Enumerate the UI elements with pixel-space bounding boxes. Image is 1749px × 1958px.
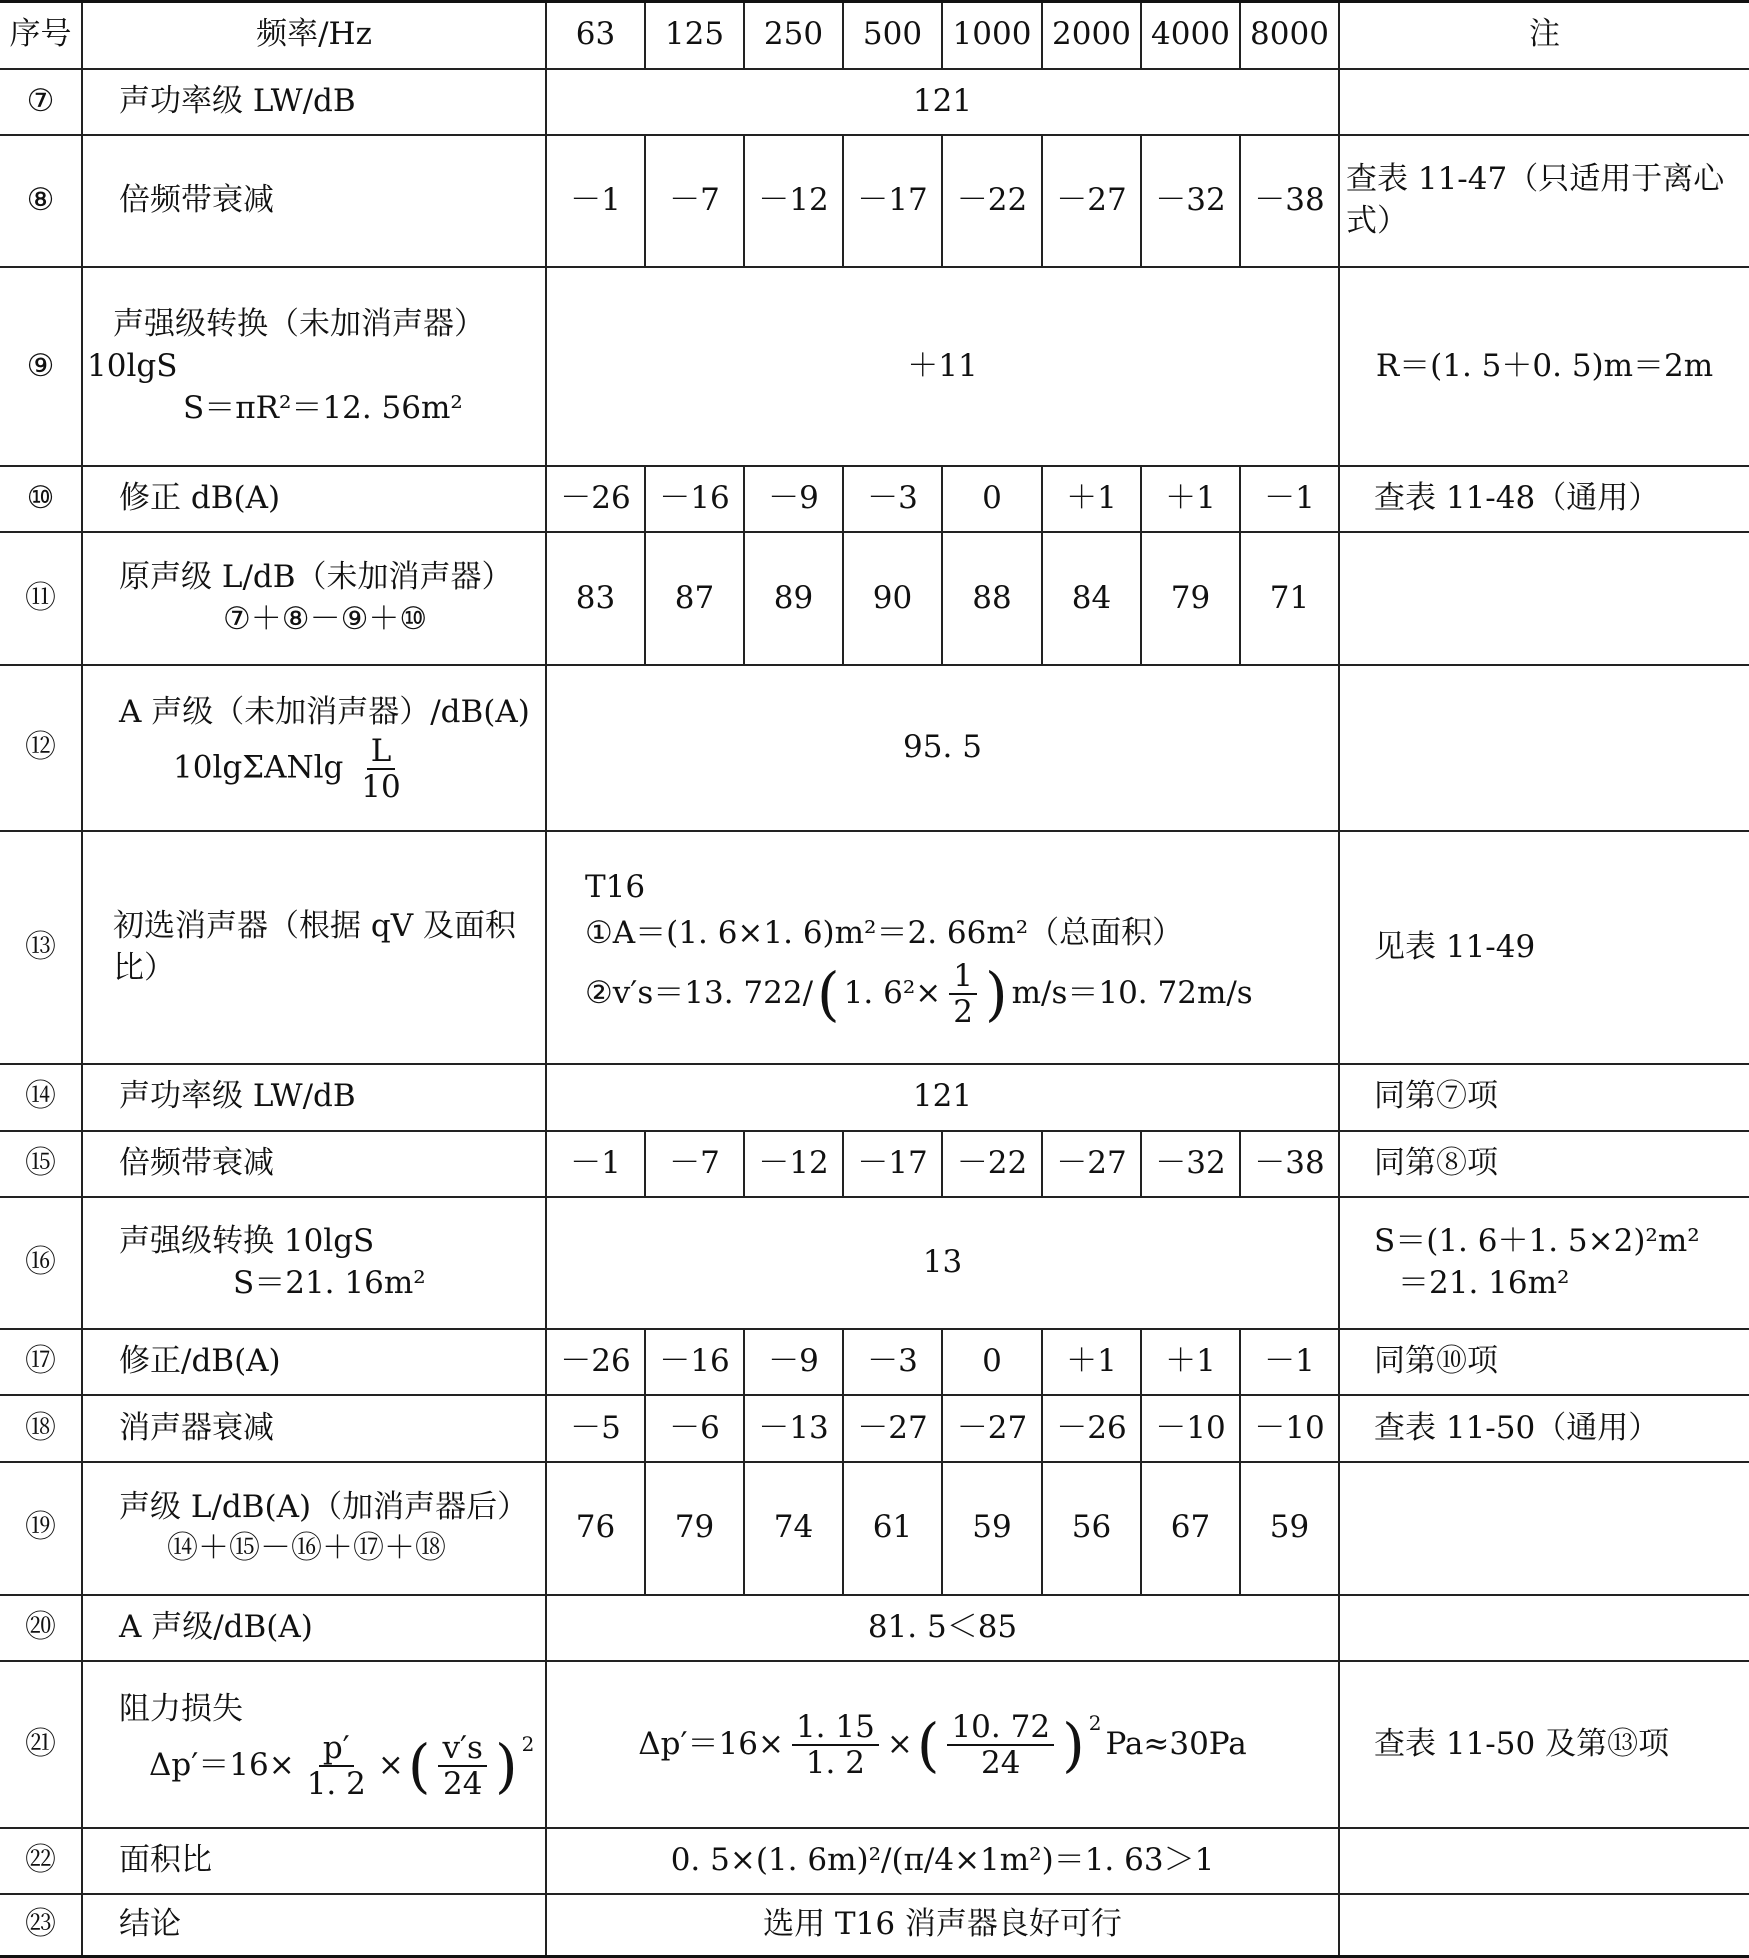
band-value: －32 xyxy=(1141,135,1240,267)
row-value-block xyxy=(546,831,1339,1064)
band-value: －27 xyxy=(1042,135,1141,267)
row-item-text: 倍频带衰减 xyxy=(119,182,274,219)
row-note: 查表 11-50（通用） xyxy=(1339,1395,1749,1461)
row-note xyxy=(1339,69,1749,135)
row-number: ⑪ xyxy=(0,532,82,664)
row-item-text: 声功率级 LW/dB xyxy=(119,82,356,119)
row-value: 95. 5 xyxy=(546,665,1339,832)
row-item-line: 原声级 L/dB（未加消声器） xyxy=(119,558,513,595)
value-line: T16 xyxy=(585,868,646,905)
row-note xyxy=(1339,1197,1749,1329)
row-item-formula xyxy=(93,1731,539,1801)
row-item-line: 10lgS xyxy=(87,347,178,384)
band-value: －38 xyxy=(1240,1131,1339,1197)
band-value: ＋1 xyxy=(1141,466,1240,532)
row-item-text: 结论 xyxy=(119,1906,181,1943)
table-row xyxy=(0,1828,1749,1894)
table-row xyxy=(0,1462,1749,1595)
band-value: －7 xyxy=(645,1131,744,1197)
paren-right: ) xyxy=(984,959,1008,1028)
band-value: 76 xyxy=(546,1462,645,1595)
paren-left: ( xyxy=(407,1731,431,1800)
band-value: 79 xyxy=(645,1462,744,1595)
row-number: ㉒ xyxy=(0,1828,82,1894)
row-number: ⑦ xyxy=(0,69,82,135)
band-value: －12 xyxy=(744,135,843,267)
formula xyxy=(638,1710,1247,1780)
band-value: 59 xyxy=(1240,1462,1339,1595)
table-row xyxy=(0,532,1749,664)
row-item xyxy=(82,532,546,664)
band-value: －5 xyxy=(546,1395,645,1461)
row-note: 同第⑩项 xyxy=(1339,1329,1749,1395)
band-value: ＋1 xyxy=(1042,466,1141,532)
table-row xyxy=(0,1595,1749,1661)
formula-text: 10lgΣANlg xyxy=(173,749,344,786)
row-number: ⑮ xyxy=(0,1131,82,1197)
fraction-numerator: 10. 72 xyxy=(947,1710,1054,1746)
band-value: －27 xyxy=(942,1395,1042,1461)
row-value: 选用 T16 消声器良好可行 xyxy=(546,1894,1339,1956)
header-band: 1000 xyxy=(942,2,1042,69)
row-item-line: 声强级转换（未加消声器） xyxy=(113,306,485,343)
row-item-line: S＝πR²＝12. 56m² xyxy=(183,389,463,426)
formula-part: Δp′＝16× xyxy=(638,1725,784,1762)
table-row xyxy=(0,1395,1749,1461)
header-frequency: 频率/Hz xyxy=(82,2,546,69)
row-note: 查表 11-48（通用） xyxy=(1339,466,1749,532)
formula-part: Pa≈30Pa xyxy=(1105,1725,1247,1762)
band-value: －9 xyxy=(744,466,843,532)
row-item xyxy=(82,267,546,466)
band-value: 83 xyxy=(546,532,645,664)
table-row xyxy=(0,1131,1749,1197)
band-value: －10 xyxy=(1141,1395,1240,1461)
row-item xyxy=(82,135,546,267)
row-note: 查表 11-50 及第⑬项 xyxy=(1339,1661,1749,1828)
row-item-text: 修正 dB(A) xyxy=(119,480,281,517)
row-item-text: 倍频带衰减 xyxy=(119,1144,274,1181)
header-band: 500 xyxy=(843,2,942,69)
table-row xyxy=(0,69,1749,135)
row-note: 同第⑧项 xyxy=(1339,1131,1749,1197)
row-item-text: A 声级/dB(A) xyxy=(119,1609,313,1646)
header-note: 注 xyxy=(1339,2,1749,69)
row-number: ⑯ xyxy=(0,1197,82,1329)
table-row xyxy=(0,665,1749,832)
band-value: 61 xyxy=(843,1462,942,1595)
row-number: ⑭ xyxy=(0,1064,82,1130)
band-value: 67 xyxy=(1141,1462,1240,1595)
band-value: －26 xyxy=(546,1329,645,1395)
row-number: ⑫ xyxy=(0,665,82,832)
band-value: －16 xyxy=(645,1329,744,1395)
header-row xyxy=(0,2,1749,69)
table-row xyxy=(0,1661,1749,1828)
row-note xyxy=(1339,665,1749,832)
row-item xyxy=(82,1462,546,1595)
fraction-numerator: L xyxy=(367,734,396,770)
band-value: 56 xyxy=(1042,1462,1141,1595)
row-item-line: 声强级转换 10lgS xyxy=(119,1223,375,1260)
formula-part: 1. 6²× xyxy=(843,974,942,1011)
fraction-denominator: 24 xyxy=(442,1765,483,1802)
band-value: －1 xyxy=(546,135,645,267)
fraction-denominator: 10 xyxy=(361,769,401,806)
table-row xyxy=(0,1064,1749,1130)
header-band: 2000 xyxy=(1042,2,1141,69)
row-item-line: ⑦＋⑧－⑨＋⑩ xyxy=(223,600,428,637)
table-row xyxy=(0,831,1749,1064)
band-value: －1 xyxy=(1240,1329,1339,1395)
band-value: 71 xyxy=(1240,532,1339,664)
band-value: －17 xyxy=(843,135,942,267)
row-note: 同第⑦项 xyxy=(1339,1064,1749,1130)
band-value: －1 xyxy=(546,1131,645,1197)
row-number: ⑱ xyxy=(0,1395,82,1461)
header-band: 250 xyxy=(744,2,843,69)
exponent: 2 xyxy=(521,1731,535,1756)
band-value: －6 xyxy=(645,1395,744,1461)
row-number: ⑬ xyxy=(0,831,82,1064)
row-note xyxy=(1339,1595,1749,1661)
row-item xyxy=(82,1131,546,1197)
band-value: 74 xyxy=(744,1462,843,1595)
row-item-text: 声功率级 LW/dB xyxy=(119,1078,356,1115)
row-note: 见表 11-49 xyxy=(1339,831,1749,1064)
row-item xyxy=(82,1828,546,1894)
value-line-formula xyxy=(585,959,1332,1029)
band-value: 87 xyxy=(645,532,744,664)
fraction-denominator: 24 xyxy=(981,1744,1021,1781)
fraction-numerator: 1. 15 xyxy=(792,1710,879,1746)
row-item-text: 修正/dB(A) xyxy=(119,1343,281,1380)
table-row xyxy=(0,135,1749,267)
exponent: 2 xyxy=(1088,1710,1102,1735)
fraction xyxy=(357,734,404,804)
fraction-denominator: 2 xyxy=(953,993,973,1030)
row-value: 121 xyxy=(546,1064,1339,1130)
row-value-formula xyxy=(546,1661,1339,1828)
row-note xyxy=(1339,532,1749,664)
header-band: 4000 xyxy=(1141,2,1240,69)
row-item-formula xyxy=(93,734,539,804)
row-item-text: 消声器衰减 xyxy=(119,1409,274,1446)
band-value: 84 xyxy=(1042,532,1141,664)
band-value: －1 xyxy=(1240,466,1339,532)
row-value: 13 xyxy=(546,1197,1339,1329)
fraction-denominator: 1. 2 xyxy=(805,1744,865,1781)
row-number: ㉑ xyxy=(0,1661,82,1828)
fraction xyxy=(949,959,977,1029)
row-value: 0. 5×(1. 6m)²/(π/4×1m²)＝1. 63＞1 xyxy=(546,1828,1339,1894)
table-row xyxy=(0,1197,1749,1329)
band-value: －38 xyxy=(1240,135,1339,267)
row-item xyxy=(82,1197,546,1329)
row-item-line: 阻力损失 xyxy=(119,1690,243,1727)
row-number: ⑩ xyxy=(0,466,82,532)
band-value: －7 xyxy=(645,135,744,267)
band-value: －26 xyxy=(1042,1395,1141,1461)
fraction-numerator: 1 xyxy=(949,959,977,995)
formula-part: m/s＝10. 72m/s xyxy=(1011,974,1253,1011)
band-value: 0 xyxy=(942,1329,1042,1395)
row-number: ⑧ xyxy=(0,135,82,267)
table-row xyxy=(0,466,1749,532)
fraction-numerator: p′ xyxy=(319,1731,354,1767)
band-value: －3 xyxy=(843,466,942,532)
band-value: －27 xyxy=(1042,1131,1141,1197)
row-number: ⑳ xyxy=(0,1595,82,1661)
formula-part: × xyxy=(886,1725,913,1762)
row-item xyxy=(82,1064,546,1130)
band-value: －27 xyxy=(843,1395,942,1461)
fraction xyxy=(947,1710,1054,1780)
row-item-text: 面积比 xyxy=(119,1842,212,1879)
formula xyxy=(585,959,1253,1029)
formula-part: × xyxy=(377,1746,404,1783)
row-item-text: 初选消声器（根据 qV 及面积比） xyxy=(113,908,516,986)
paren-left: ( xyxy=(916,1710,940,1779)
fraction-numerator: v′s xyxy=(438,1731,486,1767)
fraction-denominator: 1. 2 xyxy=(306,1765,366,1802)
value-line: ①A＝(1. 6×1. 6)m²＝2. 66m²（总面积） xyxy=(585,914,1184,951)
row-item xyxy=(82,466,546,532)
band-value: －22 xyxy=(942,135,1042,267)
row-item xyxy=(82,69,546,135)
band-value: 79 xyxy=(1141,532,1240,664)
band-value: －13 xyxy=(744,1395,843,1461)
fraction xyxy=(438,1731,486,1801)
row-note xyxy=(1339,1462,1749,1595)
row-item xyxy=(82,665,546,832)
row-value: 81. 5＜85 xyxy=(546,1595,1339,1661)
paren-left: ( xyxy=(817,959,840,1028)
row-item xyxy=(82,1329,546,1395)
row-item xyxy=(82,1595,546,1661)
band-value: －16 xyxy=(645,466,744,532)
row-item xyxy=(82,1894,546,1956)
row-item-line: ⑭＋⑮－⑯＋⑰＋⑱ xyxy=(167,1530,446,1567)
header-band: 125 xyxy=(645,2,744,69)
row-number: ⑰ xyxy=(0,1329,82,1395)
paren-right: ) xyxy=(1062,1710,1085,1779)
header-index: 序号 xyxy=(0,2,82,69)
band-value: 90 xyxy=(843,532,942,664)
row-note: R＝(1. 5＋0. 5)m＝2m xyxy=(1339,267,1749,466)
formula xyxy=(149,1731,534,1801)
band-value: －10 xyxy=(1240,1395,1339,1461)
note-line: S＝(1. 6＋1. 5×2)²m² xyxy=(1374,1223,1700,1260)
row-note: 查表 11-47（只适用于离心式） xyxy=(1339,135,1749,267)
row-number: ㉓ xyxy=(0,1894,82,1956)
row-note xyxy=(1339,1894,1749,1956)
row-value: ＋11 xyxy=(546,267,1339,466)
table-row xyxy=(0,267,1749,466)
row-note xyxy=(1339,1828,1749,1894)
fraction xyxy=(792,1710,879,1780)
band-value: 59 xyxy=(942,1462,1042,1595)
band-value: －12 xyxy=(744,1131,843,1197)
fraction xyxy=(303,1731,370,1801)
header-band: 63 xyxy=(546,2,645,69)
band-value: －32 xyxy=(1141,1131,1240,1197)
table-row xyxy=(0,1329,1749,1395)
band-value: －17 xyxy=(843,1131,942,1197)
formula-part: Δp′＝16× xyxy=(149,1746,295,1783)
band-value: －9 xyxy=(744,1329,843,1395)
band-value: －3 xyxy=(843,1329,942,1395)
band-value: 0 xyxy=(942,466,1042,532)
row-value: 121 xyxy=(546,69,1339,135)
row-item xyxy=(82,831,546,1064)
header-band: 8000 xyxy=(1240,2,1339,69)
band-value: －26 xyxy=(546,466,645,532)
row-item xyxy=(82,1661,546,1828)
formula-part: ②v′s＝13. 722/ xyxy=(585,974,814,1011)
row-item-line: 声级 L/dB(A)（加消声器后） xyxy=(119,1488,529,1525)
paren-right: ) xyxy=(494,1731,518,1800)
band-value: 89 xyxy=(744,532,843,664)
row-item xyxy=(82,1395,546,1461)
band-value: ＋1 xyxy=(1141,1329,1240,1395)
band-value: －22 xyxy=(942,1131,1042,1197)
row-number: ⑲ xyxy=(0,1462,82,1595)
band-value: 88 xyxy=(942,532,1042,664)
row-number: ⑨ xyxy=(0,267,82,466)
table-row xyxy=(0,1894,1749,1956)
row-item-line: S＝21. 16m² xyxy=(233,1264,426,1301)
row-item-line: A 声级（未加消声器）/dB(A) xyxy=(119,694,530,731)
band-value: ＋1 xyxy=(1042,1329,1141,1395)
note-line: ＝21. 16m² xyxy=(1398,1264,1570,1301)
